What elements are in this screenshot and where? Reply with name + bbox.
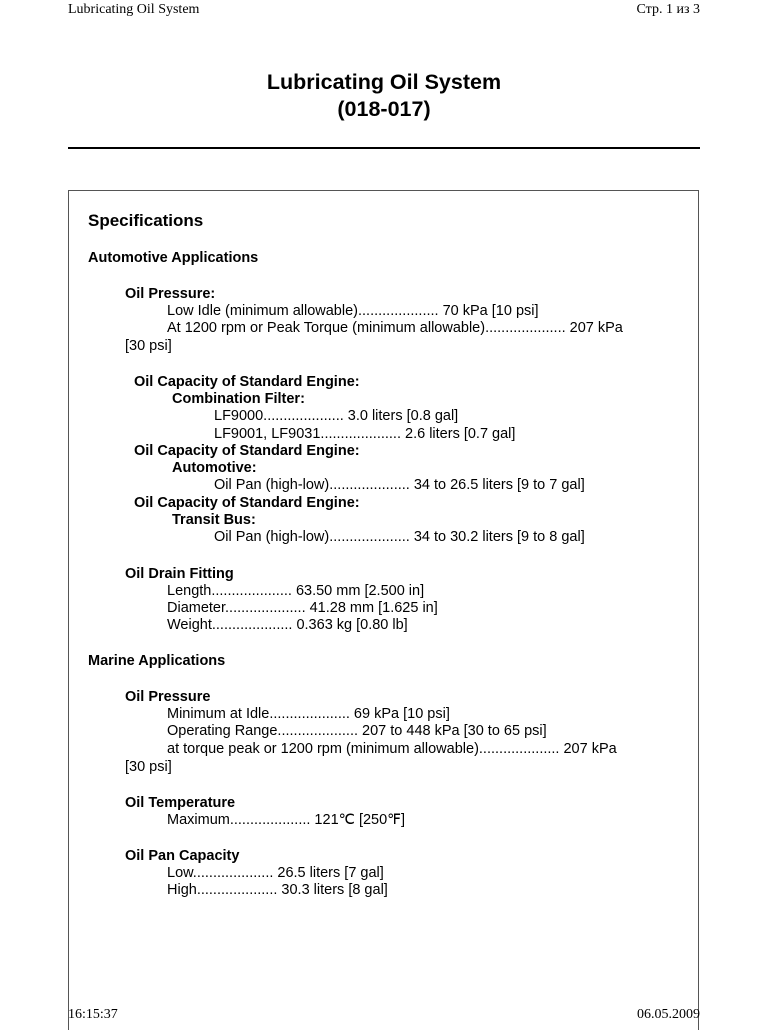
marine-torque-spec-cont: [30 psi] [125,759,172,775]
capacity-transit-label: Oil Capacity of Standard Engine: [134,495,360,511]
page-title [68,69,700,123]
lf9000-spec: LF9000.................... 3.0 liters [0.8 gal] [214,408,459,424]
oil-temperature-label: Oil Temperature [125,795,236,811]
pan-capacity-low-spec: Low.................... 26.5 liters [7 gal] [167,865,384,881]
title-line-1: Lubricating Oil System [266,70,502,94]
capacity-filter-label: Oil Capacity of Standard Engine: [134,374,360,390]
lf9001-spec: LF9001, LF9031.................... 2.6 liters [0.7 gal] [214,426,516,442]
automotive-oil-pan-spec: Oil Pan (high-low).................... 34 to 26.5 liters [9 to 7 gal] [214,477,585,493]
marine-oil-pressure-label: Oil Pressure [125,689,211,705]
specifications-panel [68,190,699,1030]
header-doc-title: Lubricating Oil System [68,2,200,17]
auto-low-idle-spec: Low Idle (minimum allowable).................... 70 kPa [10 psi] [167,303,539,319]
specifications-heading: Specifications [88,211,204,230]
marine-heading: Marine Applications [88,653,226,669]
drain-weight-spec: Weight.................... 0.363 kg [0.80 lb] [167,617,408,633]
transit-oil-pan-spec: Oil Pan (high-low).................... 34 to 30.2 liters [9 to 8 gal] [214,529,585,545]
title-divider [68,147,700,149]
capacity-automotive-label: Oil Capacity of Standard Engine: [134,443,360,459]
auto-peak-torque-spec-cont: [30 psi] [125,338,172,354]
marine-range-spec: Operating Range.................... 207 to 448 kPa [30 to 65 psi] [167,723,547,739]
header-page-number: Стр. 1 из 3 [636,2,700,17]
auto-peak-torque-spec: At 1200 rpm or Peak Torque (minimum allowable).................... 207 kPa [167,320,623,336]
transit-bus-label: Transit Bus: [172,512,256,528]
drain-fitting-label: Oil Drain Fitting [125,566,234,582]
pan-capacity-high-spec: High.................... 30.3 liters [8 gal] [167,882,388,898]
combination-filter-label: Combination Filter: [172,391,305,407]
marine-idle-spec: Minimum at Idle.................... 69 kPa [10 psi] [167,706,450,722]
drain-length-spec: Length.................... 63.50 mm [2.500 in] [167,583,425,599]
footer-date: 06.05.2009 [637,1007,700,1022]
auto-oil-pressure-label: Oil Pressure: [125,286,216,302]
title-line-2: (018-017) [337,97,431,121]
drain-diameter-spec: Diameter.................... 41.28 mm [1.625 in] [167,600,438,616]
oil-temperature-max-spec: Maximum.................... 121℃ [250℉] [167,812,405,828]
oil-pan-capacity-label: Oil Pan Capacity [125,848,240,864]
marine-torque-spec: at torque peak or 1200 rpm (minimum allowable).................... 207 kPa [167,741,617,757]
automotive-sub-label: Automotive: [172,460,257,476]
footer-time: 16:15:37 [68,1007,118,1022]
automotive-heading: Automotive Applications [88,250,259,266]
